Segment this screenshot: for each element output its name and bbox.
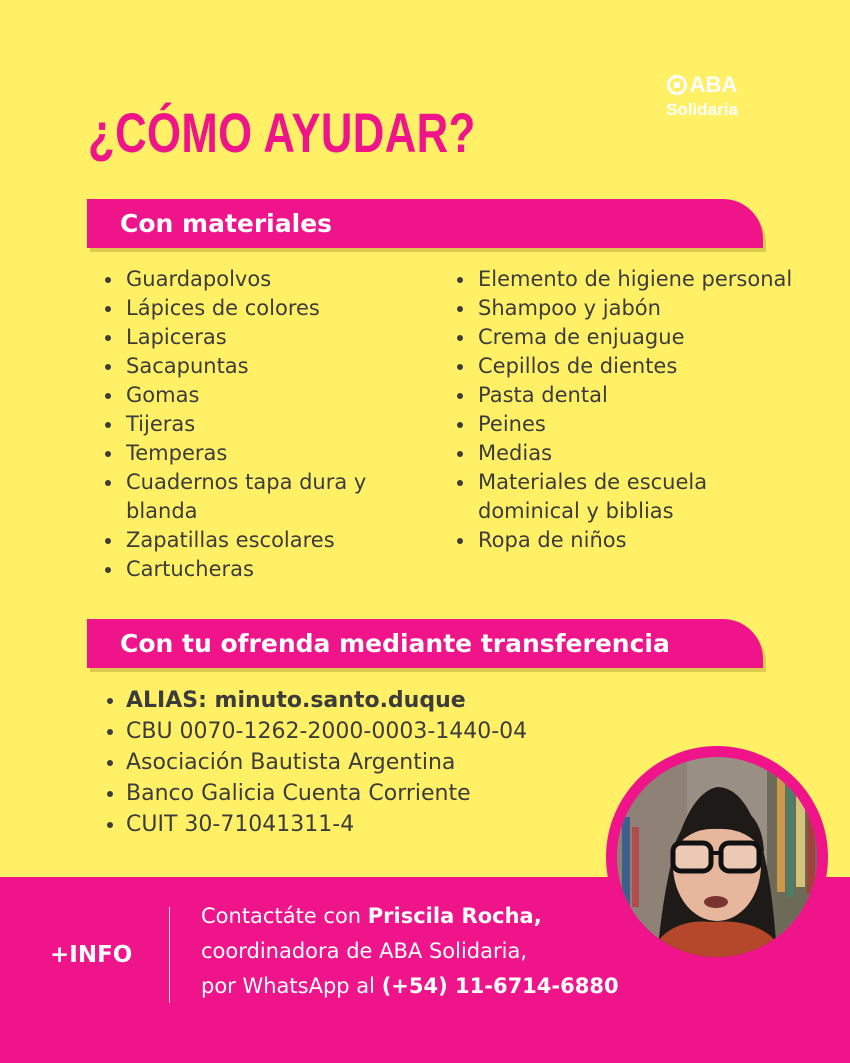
materials-list-right xyxy=(454,265,806,555)
transfer-details-list xyxy=(104,685,527,840)
list-item: • Zapatillas escolares xyxy=(124,526,444,555)
materials-list-left xyxy=(102,265,444,584)
more-info-label: +INFO xyxy=(50,942,133,968)
whatsapp-phone: (+54) 11-6714-6880 xyxy=(381,974,619,998)
list-item: • Cuadernos tapa dura y blanda xyxy=(124,468,444,526)
contact-text xyxy=(201,899,619,1004)
cbu-item: • CBU 0070-1262-2000-0003-1440-04 xyxy=(126,716,527,747)
aba-logo-icon xyxy=(667,75,687,95)
cuit-item: • CUIT 30-71041311-4 xyxy=(126,809,527,840)
portrait-illustration xyxy=(617,757,817,957)
whatsapp-prefix: por WhatsApp al xyxy=(201,974,382,998)
list-item: • Temperas xyxy=(124,439,444,468)
bank-item: • Banco Galicia Cuenta Corriente xyxy=(126,778,527,809)
list-item: • Shampoo y jabón xyxy=(476,294,806,323)
list-item: • Cartucheras xyxy=(124,555,444,584)
list-item: • Lapiceras xyxy=(124,323,444,352)
contact-prefix: Contactáte con xyxy=(201,904,368,928)
list-item: • Gomas xyxy=(124,381,444,410)
materials-banner: Con materiales xyxy=(87,199,763,248)
portrait-image xyxy=(617,757,817,957)
transfer-banner: Con tu ofrenda mediante transferencia xyxy=(87,619,763,668)
contact-name: Priscila Rocha, xyxy=(367,904,542,928)
list-item: • Materiales de escuela dominical y biblias xyxy=(476,468,806,526)
logo-line2: Solidaria xyxy=(666,100,738,119)
list-item: • Pasta dental xyxy=(476,381,806,410)
coordinator-photo xyxy=(606,746,828,968)
list-item: • Elemento de higiene personal xyxy=(476,265,806,294)
account-holder-item: • Asociación Bautista Argentina xyxy=(126,747,527,778)
list-item: • Crema de enjuague xyxy=(476,323,806,352)
page-title: ¿CÓMO AYUDAR? xyxy=(88,101,476,164)
logo-line1: ABA xyxy=(689,72,738,97)
list-item: • Peines xyxy=(476,410,806,439)
list-item: • Medias xyxy=(476,439,806,468)
alias-item: • ALIAS: minuto.santo.duque xyxy=(126,685,527,716)
aba-solidaria-logo xyxy=(650,72,754,122)
footer-divider xyxy=(169,907,170,1003)
contact-line-3 xyxy=(201,969,619,1004)
list-item: • Tijeras xyxy=(124,410,444,439)
list-item: • Guardapolvos xyxy=(124,265,444,294)
list-item: • Ropa de niños xyxy=(476,526,806,555)
contact-line-2: coordinadora de ABA Solidaria, xyxy=(201,939,528,963)
list-item: • Lápices de colores xyxy=(124,294,444,323)
list-item: • Cepillos de dientes xyxy=(476,352,806,381)
list-item: • Sacapuntas xyxy=(124,352,444,381)
contact-line-1 xyxy=(201,899,619,934)
